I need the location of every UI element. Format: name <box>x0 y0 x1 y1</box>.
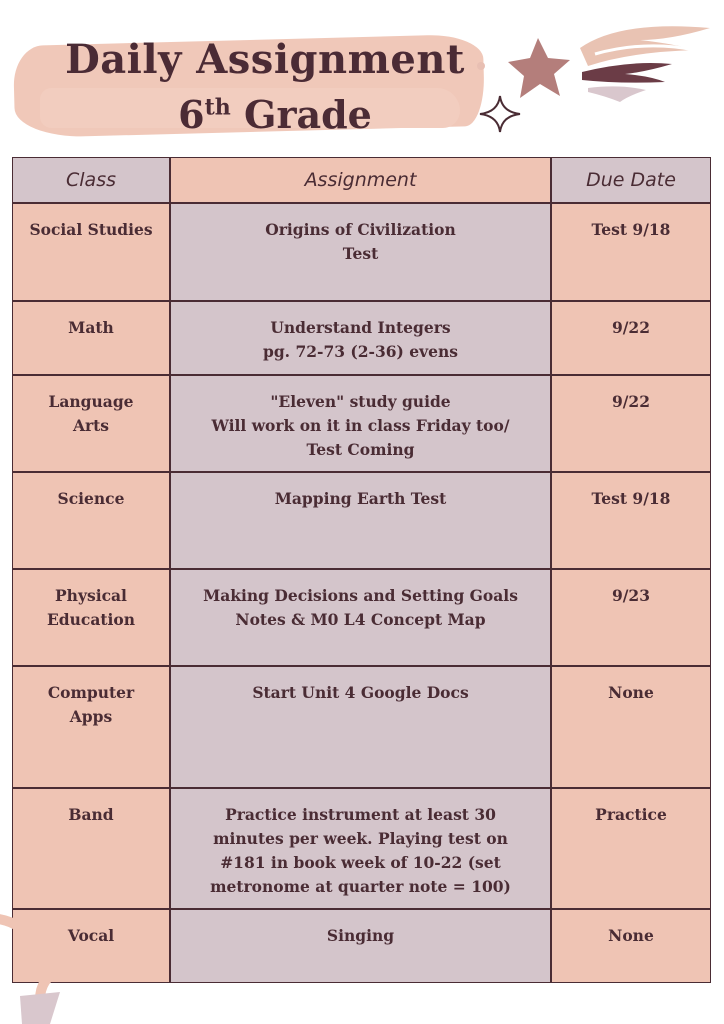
assignment-cell-line: Making Decisions and Setting Goals <box>203 586 518 605</box>
due-date-cell <box>551 203 711 301</box>
sparkle-icon <box>480 96 520 132</box>
column-header-assignment: Assignment <box>170 157 551 203</box>
assignment-cell-line: pg. 72-73 (2-36) evens <box>262 342 458 361</box>
class-cell-line: Computer <box>47 683 135 702</box>
due-date-cell <box>551 301 711 375</box>
assignment-cell <box>170 788 551 909</box>
class-cell-line: Apps <box>69 707 113 726</box>
corner-star-decoration <box>0 900 120 1024</box>
assignment-table <box>12 157 711 983</box>
assignment-cell <box>170 909 551 983</box>
star-trail-bottom <box>588 86 646 102</box>
assignment-cell-line: Start Unit 4 Google Docs <box>252 683 469 702</box>
due-date-cell <box>551 788 711 909</box>
assignment-cell-line: Practice instrument at least 30 <box>225 805 496 824</box>
class-cell-line: Arts <box>72 416 110 435</box>
assignment-cell-line: Origins of Civilization <box>265 220 456 239</box>
table-row <box>12 375 711 472</box>
class-cell <box>12 569 170 666</box>
grade-word: Grade <box>244 92 372 137</box>
due-date-cell <box>551 472 711 569</box>
class-cell <box>12 788 170 909</box>
column-header-due-date: Due Date <box>551 157 711 203</box>
table-header-row <box>12 157 711 203</box>
assignment-cell <box>170 203 551 301</box>
class-cell <box>12 666 170 788</box>
due-date-cell <box>551 569 711 666</box>
page-subtitle <box>10 92 540 137</box>
class-cell-line: Language <box>48 392 134 411</box>
table-row <box>12 788 711 909</box>
due-date-cell-line: None <box>608 926 654 945</box>
table-row <box>12 569 711 666</box>
table-row <box>12 301 711 375</box>
assignment-cell-line: Understand Integers <box>270 318 451 337</box>
table-row <box>12 666 711 788</box>
shooting-star-decoration <box>470 10 720 150</box>
assignment-cell <box>170 301 551 375</box>
due-date-cell-line: Test 9/18 <box>591 220 671 239</box>
assignment-cell-line: minutes per week. Playing test on <box>213 829 508 848</box>
assignment-cell-line: "Eleven" study guide <box>270 392 451 411</box>
assignment-cell <box>170 472 551 569</box>
table-row <box>12 203 711 301</box>
assignment-cell <box>170 375 551 472</box>
due-date-cell-line: 9/23 <box>611 586 651 605</box>
assignment-cell-line: #181 in book week of 10-22 (set <box>220 853 501 872</box>
assignment-cell-line: metronome at quarter note = 100) <box>210 877 511 896</box>
class-cell-line: Physical <box>55 586 127 605</box>
assignment-cell-line: Test Coming <box>306 440 415 459</box>
due-date-cell-line: Practice <box>595 805 667 824</box>
grade-number: 6 <box>178 92 205 137</box>
class-cell-line: Science <box>57 489 125 508</box>
class-cell <box>12 301 170 375</box>
page-title: Daily Assignment <box>65 36 465 83</box>
due-date-cell <box>551 909 711 983</box>
class-cell <box>12 375 170 472</box>
class-cell-line: Band <box>68 805 114 824</box>
assignment-cell <box>170 666 551 788</box>
assignment-cell-line: Mapping Earth Test <box>274 489 447 508</box>
table-row <box>12 472 711 569</box>
star-trail-middle <box>582 63 672 83</box>
class-cell-line: Education <box>46 610 136 629</box>
assignment-cell-line: Test <box>342 244 379 263</box>
due-date-cell-line: 9/22 <box>611 318 651 337</box>
class-cell-line: Social Studies <box>29 220 153 239</box>
due-date-cell <box>551 666 711 788</box>
dot-icon <box>477 62 485 70</box>
due-date-cell <box>551 375 711 472</box>
assignment-cell-line: Notes & M0 L4 Concept Map <box>235 610 486 629</box>
class-cell <box>12 472 170 569</box>
assignment-cell <box>170 569 551 666</box>
class-cell-line: Math <box>68 318 114 337</box>
assignment-cell-line: Singing <box>326 926 395 945</box>
star-icon <box>508 38 570 98</box>
due-date-cell-line: None <box>608 683 654 702</box>
assignment-cell-line: Will work on it in class Friday too/ <box>211 416 510 435</box>
class-cell-line: Vocal <box>67 926 115 945</box>
class-cell <box>12 203 170 301</box>
due-date-cell-line: 9/22 <box>611 392 651 411</box>
due-date-cell-line: Test 9/18 <box>591 489 671 508</box>
grade-suffix: th <box>204 94 231 121</box>
column-header-class: Class <box>12 157 170 203</box>
